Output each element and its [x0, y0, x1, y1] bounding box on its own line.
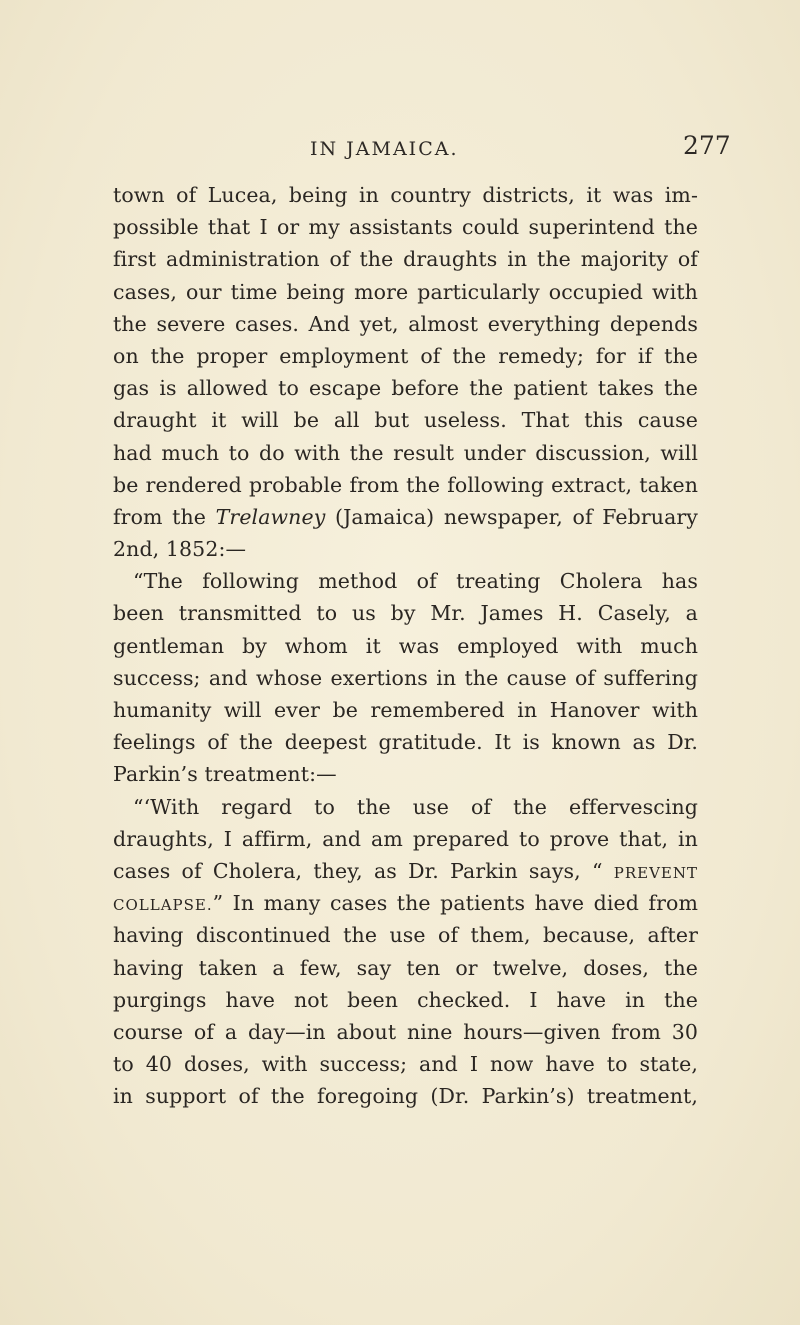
text-line: draughts, I affirm, and am prepared to prove that, in: [113, 826, 698, 851]
body-text: [113, 179, 698, 1112]
text-segment: from the: [113, 504, 216, 529]
text-line: gentleman by whom it was employed with much: [113, 633, 698, 658]
text-segment: cases of Cholera, they, as Dr. Parkin says, “: [113, 858, 614, 883]
text-line: 2nd, 1852:—: [113, 537, 247, 562]
text-line: in support of the foregoing (Dr. Parkin’s) treatment,: [113, 1084, 698, 1109]
text-line: had much to do with the result under discussion, will: [113, 440, 698, 465]
text-line: “The following method of treating Cholera has: [133, 569, 698, 594]
text-line: draught it will be all but useless. That this cause: [113, 408, 698, 433]
newspaper-title: Trelawney: [215, 504, 326, 529]
text-line: the severe cases. And yet, almost everything depends: [113, 311, 698, 336]
text-line: humanity will ever be remembered in Hanover with: [113, 698, 698, 722]
emphasis-smallcaps: PREVENT: [613, 863, 698, 882]
text-segment: (Jamaica) newspaper, of February: [325, 504, 698, 529]
running-head: IN JAMAICA.: [310, 138, 459, 160]
text-line: Parkin’s treatment:—: [113, 762, 337, 787]
page-number: 277: [683, 131, 731, 160]
text-line: to 40 doses, with success; and I now have to state,: [113, 1052, 698, 1077]
text-segment: ” In many cases the patients have died from: [212, 891, 698, 916]
text-line: “‘With regard to the use of the effervescing: [133, 794, 698, 819]
text-line: course of a day—in about nine hours—given from 30: [113, 1019, 698, 1044]
text-line: town of Lucea, being in country districts, it was im-: [113, 183, 698, 207]
text-line: feelings of the deepest gratitude. It is known as Dr.: [113, 730, 698, 755]
text-line: been transmitted to us by Mr. James H. Casely, a: [113, 601, 698, 626]
text-line: purgings have not been checked. I have in the: [113, 987, 698, 1012]
text-line: on the proper employment of the remedy; for if the: [113, 343, 698, 368]
text-line: cases, our time being more particularly occupied with: [113, 279, 698, 304]
text-line: success; and whose exertions in the cause of suffering: [113, 665, 698, 690]
text-line: possible that I or my assistants could superintend the: [113, 215, 698, 240]
text-line: gas is allowed to escape before the patient takes the: [113, 376, 698, 401]
emphasis-smallcaps: COLLAPSE.: [113, 896, 213, 915]
text-line: be rendered probable from the following extract, taken: [113, 472, 698, 497]
text-line: having discontinued the use of them, because, after: [113, 923, 698, 948]
text-line: [113, 501, 698, 533]
text-line: first administration of the draughts in the majority of: [113, 247, 698, 272]
text-line: [113, 887, 698, 919]
text-line: [113, 855, 698, 887]
text-line: having taken a few, say ten or twelve, doses, the: [113, 955, 698, 980]
